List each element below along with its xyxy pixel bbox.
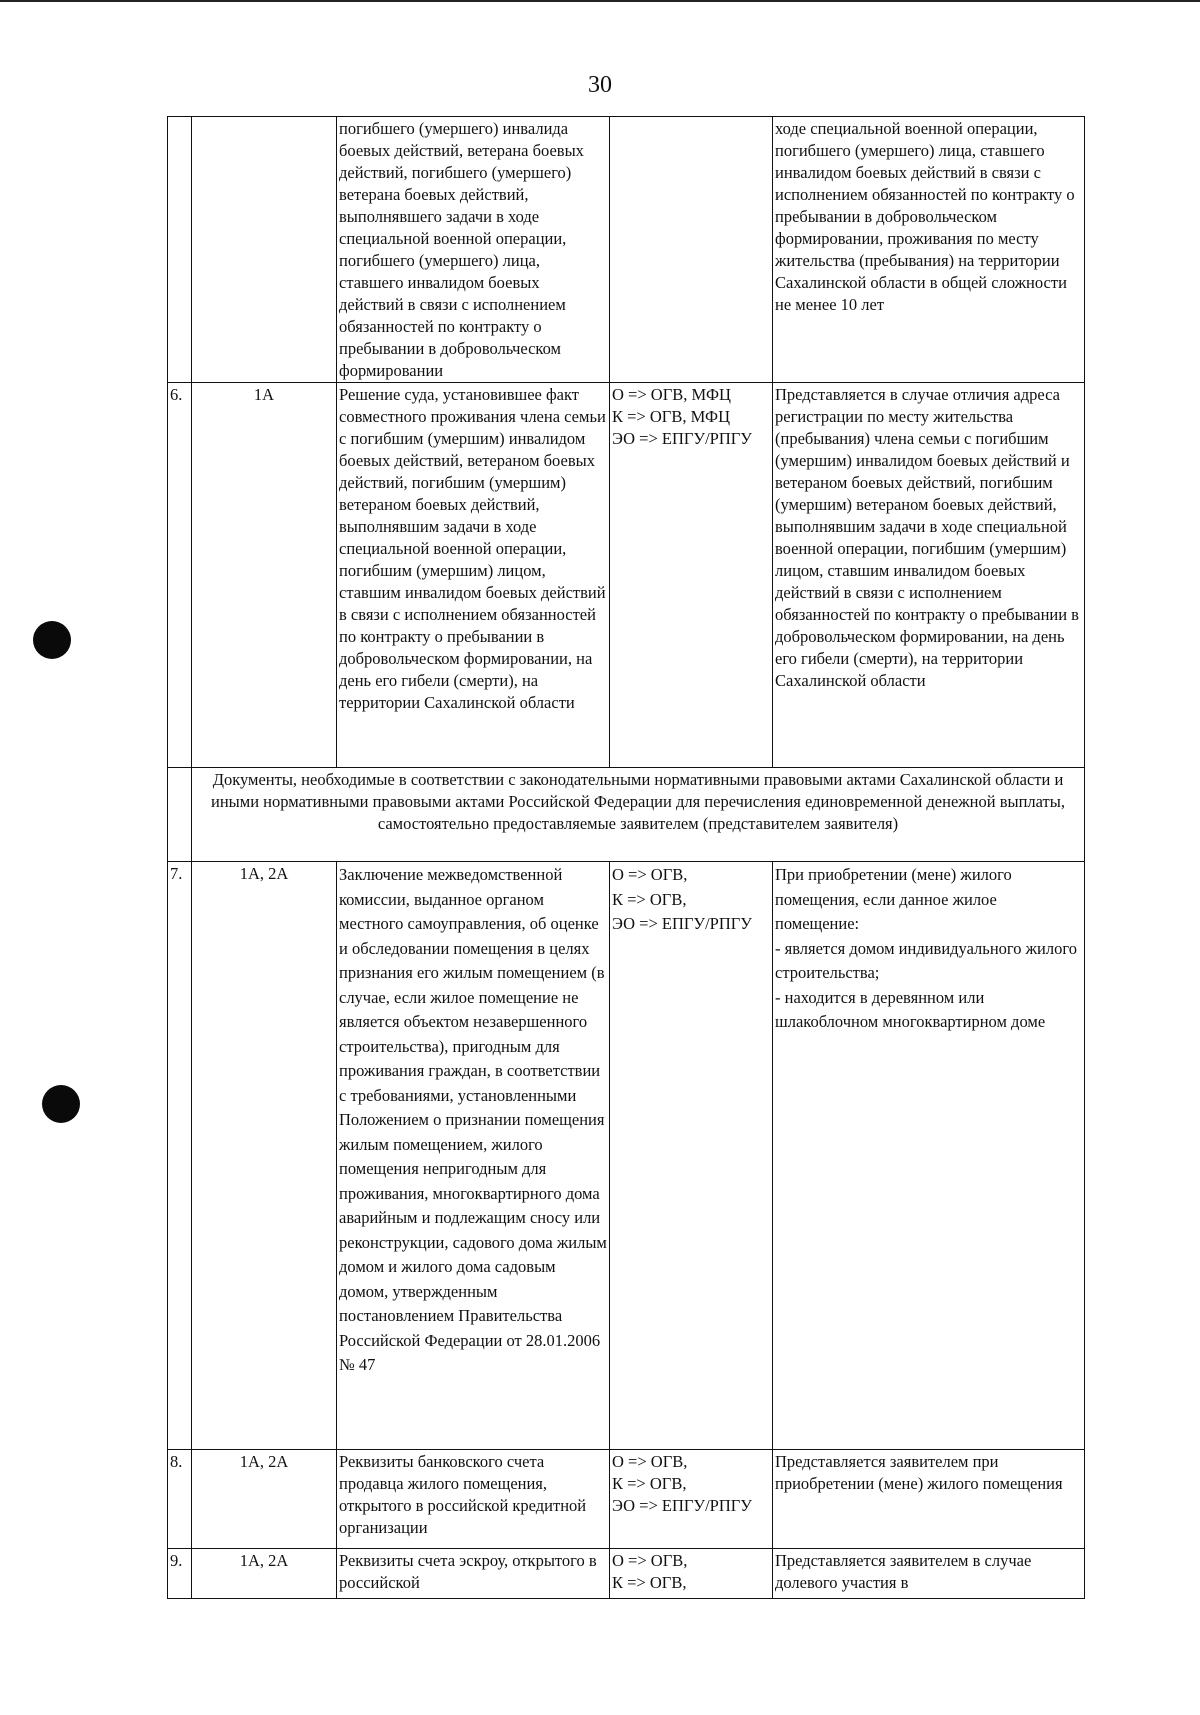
submission-way-cell xyxy=(610,117,773,383)
submission-way-cell xyxy=(610,862,773,1450)
submission-way-cell xyxy=(610,1549,773,1599)
submission-way: О => ОГВ, xyxy=(612,865,688,884)
row-number: 7. xyxy=(168,862,192,1450)
note-cell: Представляется заявителем в случае долевого участия в xyxy=(773,1549,1085,1599)
submission-way: ЭО => ЕПГУ/РПГУ xyxy=(612,914,752,933)
row-number: 8. xyxy=(168,1450,192,1549)
punch-hole xyxy=(33,621,71,659)
submission-way: ЭО => ЕПГУ/РПГУ xyxy=(612,429,752,448)
submission-way-cell xyxy=(610,383,773,768)
table-row-continuation xyxy=(168,117,1085,383)
category-cell: 1А, 2А xyxy=(192,1549,337,1599)
note-cell xyxy=(773,862,1085,1450)
note-line: - находится в деревянном или шлакоблочном многоквартирном доме xyxy=(775,987,1046,1031)
documents-table xyxy=(167,116,1085,1599)
table-row-9 xyxy=(168,1549,1085,1599)
section-heading: Документы, необходимые в соответствии с законодательными нормативными правовыми актами Сахалинской области и иными нормативными правовыми актами Российской Федерации для перечисления единовременной денежной выплаты, самостоятельно предоставляемые заявителем (представителем заявителя) xyxy=(192,768,1085,862)
row-number-cell xyxy=(168,768,192,862)
submission-way: О => ОГВ, xyxy=(612,1452,688,1471)
document-cell: Реквизиты банковского счета продавца жилого помещения, открытого в российской кредитной организации xyxy=(337,1450,610,1549)
row-number-cell xyxy=(168,117,192,383)
note-line: - является домом индивидуального жилого строительства; xyxy=(775,938,1077,982)
row-number: 6. xyxy=(168,383,192,768)
submission-way: К => ОГВ, xyxy=(612,1573,687,1592)
note-cell: Представляется в случае отличия адреса регистрации по месту жительства (пребывания) члена семьи с погибшим (умершим) инвалидом боевых действий и ветераном боевых действий, погибшим (умершим) ветераном боевых действий, выполнявшим задачи в ходе специальной военной операции, погибшим (умершим) лицом, ставшим инвалидом боевых действий в связи с исполнением обязанностей по контракту о пребывании в добровольческом формировании, на день его гибели (смерти), на территории Сахалинской области xyxy=(773,383,1085,768)
category-cell: 1А, 2А xyxy=(192,1450,337,1549)
note-cell: ходе специальной военной операции, погибшего (умершего) лица, ставшего инвалидом боевых действий в связи с исполнением обязанностей по контракту о пребывании в добровольческом формировании, проживания по месту жительства (пребывания) на территории Сахалинской области в общей сложности не менее 10 лет xyxy=(773,117,1085,383)
category-cell xyxy=(192,117,337,383)
table-row-6 xyxy=(168,383,1085,768)
page-number: 30 xyxy=(588,72,612,98)
table-row-7 xyxy=(168,862,1085,1450)
submission-way: К => ОГВ, xyxy=(612,1474,687,1493)
category-cell: 1А xyxy=(192,383,337,768)
document-cell: погибшего (умершего) инвалида боевых действий, ветерана боевых действий, погибшего (умершего) ветерана боевых действий, выполнявшего задачи в ходе специальной военной операции, погибшего (умершего) лица, ставшего инвалидом боевых действий в связи с исполнением обязанностей по контракту о пребывании в добровольческом формировании xyxy=(337,117,610,383)
category-cell: 1А, 2А xyxy=(192,862,337,1450)
submission-way: О => ОГВ, xyxy=(612,1551,688,1570)
submission-way: О => ОГВ, МФЦ xyxy=(612,385,731,404)
note-line: При приобретении (мене) жилого помещения, если данное жилое помещение: xyxy=(775,865,1012,933)
submission-way: К => ОГВ, xyxy=(612,889,687,909)
submission-way-cell xyxy=(610,1450,773,1549)
top-border xyxy=(0,0,1200,2)
submission-way: К => ОГВ, МФЦ xyxy=(612,407,730,426)
note-cell: Представляется заявителем при приобретении (мене) жилого помещения xyxy=(773,1450,1085,1549)
section-heading-row xyxy=(168,768,1085,862)
table-row-8 xyxy=(168,1450,1085,1549)
document-cell: Заключение межведомственной комиссии, выданное органом местного самоуправления, об оценке и обследовании помещения в целях признания его жилым помещением (в случае, если жилое помещение не является объектом незавершенного строительства), пригодным для проживания граждан, в соответствии с требованиями, установленными Положением о признании помещения жилым помещением, жилого помещения непригодным для проживания, многоквартирного дома аварийным и подлежащим сносу или реконструкции, садового дома жилым домом и жилого дома садовым домом, утвержденным постановлением Правительства Российской Федерации от 28.01.2006 № 47 xyxy=(337,862,610,1450)
document-cell: Решение суда, установившее факт совместного проживания члена семьи с погибшим (умершим) инвалидом боевых действий, ветераном боевых действий, погибшим (умершим) ветераном боевых действий, выполнявшим задачи в ходе специальной военной операции, погибшим (умершим) лицом, ставшим инвалидом боевых действий в связи с исполнением обязанностей по контракту о пребывании в добровольческом формировании, на день его гибели (смерти), на территории Сахалинской области xyxy=(337,383,610,768)
punch-hole xyxy=(42,1085,80,1123)
row-number: 9. xyxy=(168,1549,192,1599)
document-cell: Реквизиты счета эскроу, открытого в российской xyxy=(337,1549,610,1599)
submission-way: ЭО => ЕПГУ/РПГУ xyxy=(612,1496,752,1515)
